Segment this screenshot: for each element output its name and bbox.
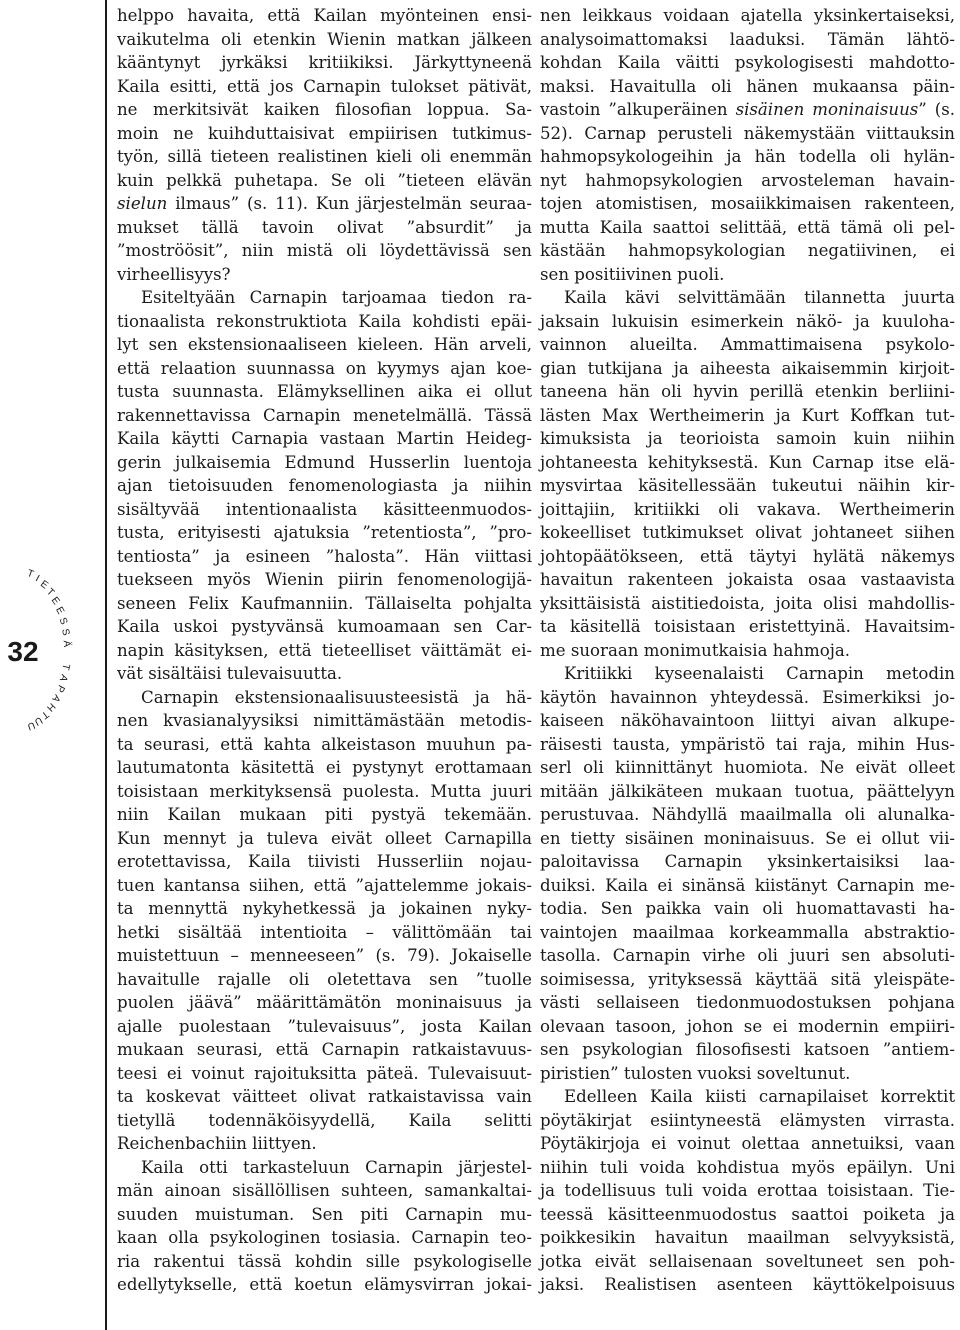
- text-line: johtaneesta kehityksestä. Kun Carnap itse elä-: [540, 452, 955, 472]
- text-line: teessä käsitteenmuodostus saattoi poiketa ja: [540, 1204, 955, 1224]
- text-line: paloitavissa Carnapin yksinkertaisiksi laa-: [540, 852, 955, 871]
- margin-rule: [105, 0, 107, 1330]
- text-line: kokeelliset tutkimukset olivat johtaneet siihen: [540, 523, 955, 542]
- text-line: toisistaan merkityksensä puolesta. Mutta juuri: [117, 781, 532, 801]
- text-line: nyt hahmopsykologien arvosteleman havain-: [540, 170, 955, 190]
- text-line: edellytykselle, että koetun elämysvirran jokai-: [117, 1275, 532, 1294]
- running-title-letter: T: [59, 662, 72, 672]
- paragraph: [117, 686, 532, 1156]
- text-line: moin ne kuihduttaisivat empiirisen tutkimus-: [117, 123, 532, 143]
- text-line: olevaan tasoon, johon se ei modernin empiiri-: [540, 1016, 955, 1036]
- text-line: piristien” tulosten vuoksi soveltunut.: [540, 1063, 851, 1083]
- running-title-letter: I: [33, 573, 43, 585]
- text-line: ajan tietoisuuden fenomenologiasta ja niihin: [117, 476, 532, 495]
- text-line: sen positiivinen puoli.: [540, 264, 725, 284]
- text-line: räisesti tausta, ympäristö tai raja, mihin Hus-: [540, 734, 955, 754]
- text-line: gerin julkaisemia Edmund Husserlin luentoja: [117, 452, 532, 472]
- text-line: vaikutelma oli etenkin Wienin matkan jälkeen: [117, 29, 532, 49]
- running-title-letter: S: [56, 616, 70, 628]
- left-column: [117, 4, 532, 1297]
- text-line: mukaan seurasi, että Carnapin ratkaistavuus-: [117, 1040, 532, 1059]
- page-margin: [0, 0, 108, 1330]
- text-line: suuden muistuman. Sen piti Carnapin mu-: [117, 1204, 532, 1224]
- page-number: 32: [7, 636, 39, 667]
- text-line: Kaila kävi selvittämään tilannetta juurta: [564, 288, 955, 307]
- text-line: jaksain lukuisin esimerkein näkö- ja kuuloha-: [540, 311, 955, 331]
- text-line: napin käsityksen, että tieteelliset väittämät ei-: [117, 640, 532, 660]
- text-line: Esiteltyään Carnapin tarjoamaa tiedon ra-: [141, 288, 532, 307]
- text-line: Kaila esitti, että jos Carnapin tulokset pätivät,: [117, 76, 532, 96]
- text-line: ”moströösit”, niin mistä oli löydettävissä sen: [117, 241, 532, 260]
- text-line: lautumatonta käsitettä ei pystynyt erottamaan: [117, 758, 532, 777]
- text-line: kaiseen näköhavaintoon liittyi aivan alkupe-: [540, 711, 955, 730]
- paragraph: [540, 4, 955, 286]
- text-line: todia. Sen paikka vain oli huomattavasti ha-: [540, 899, 955, 918]
- text-line: sen psykologian filosofisesti katsoen ”antiem-: [540, 1040, 955, 1059]
- text-line: Kaila käytti Carnapia vastaan Martin Heideg-: [117, 429, 532, 448]
- text-line: tusta suunnasta. Elämyksellinen aika ei ollut: [117, 382, 532, 401]
- paragraph: [540, 286, 955, 662]
- text-line: sisältyvää intentionaalista käsitteenmuodos-: [117, 499, 532, 519]
- text-line: virheellisyys?: [117, 264, 231, 284]
- text-line: lästen Max Wertheimerin ja Kurt Koffkan tut-: [540, 405, 955, 425]
- text-line: hetki sisältää intentioita – välittömään tai: [117, 922, 532, 942]
- text-line: hahmopsykologeihin ja hän todella oli hylän-: [540, 147, 955, 166]
- text-line: nen leikkaus voidaan ajatella yksinkertaiseksi,: [540, 6, 955, 25]
- text-line: havaitun rakenteen jokaista osaa vastaavista: [540, 570, 955, 589]
- text-line: ta käsitellä toisistaan eristettyinä. Havaitsim-: [540, 617, 955, 636]
- text-line: pöytäkirjat esiintyneestä elämysten virrasta.: [540, 1110, 955, 1130]
- text-line: tusta, erityisesti ajatuksia ”retentiosta”, ”pro-: [117, 523, 532, 542]
- text-line: rakennettavissa Carnapin menetelmällä. Tässä: [117, 405, 532, 425]
- text-line: taneena hän oli hyvin perillä etenkin berliini-: [540, 382, 955, 401]
- running-title-letter: P: [53, 682, 67, 695]
- text-line: havaitulle rajalle oli oletettava sen ”tuolle: [117, 969, 532, 989]
- text-line: ne merkitsivät kaiken filosofian loppua. Sa-: [117, 100, 532, 119]
- running-title-letter: H: [43, 700, 58, 714]
- text-line: tuen kantansa siihen, että ”ajattelemme jokais-: [117, 875, 532, 895]
- running-title-letter: T: [43, 586, 57, 600]
- paragraph: [540, 1085, 955, 1297]
- text-line: kuin pelkkä puhetapa. Se oli ”tieteen elävän: [117, 170, 532, 190]
- paragraph: [117, 286, 532, 686]
- text-line: käytön havainnon yhteydessä. Esimerkiksi jo-: [540, 687, 955, 707]
- text-line: duiksi. Kaila ei sinänsä kiistänyt Carnapin me-: [540, 875, 955, 895]
- paragraph: [540, 662, 955, 1085]
- text-line: kaan olla psykologinen tosiasia. Carnapin teo-: [117, 1228, 532, 1247]
- text-line: ajalle puolestaan ”tulevaisuus”, josta Kailan: [117, 1016, 532, 1036]
- text-line: tojen atomistisen, mosaiikkimaisen rakenteen,: [540, 194, 955, 213]
- paragraph: [117, 4, 532, 286]
- running-title-letter: T: [25, 567, 36, 581]
- text-line: tuekseen myös Wienin piirin fenomenologijä-: [117, 570, 532, 589]
- text-line: tionaalista rekonstruktiota Kaila kohdisti epäi-: [117, 311, 532, 331]
- text-line: maksi. Havaitulla oli hänen mukaansa päin-: [540, 76, 955, 96]
- right-column: [540, 4, 955, 1297]
- text-line: analysoimattomaksi laaduksi. Tämän lähtö-: [540, 29, 955, 49]
- text-line: yksittäisistä aistitiedoista, joita olisi mahdollis-: [540, 593, 955, 613]
- text-line: nen kvasianalyysiksi nimittämästään metodis-: [117, 711, 532, 730]
- text-line: kääntynyt jyrkäksi kritiikiksi. Järkyttyneenä: [117, 53, 532, 72]
- text-line: niihin tuli voida kohdistua myös epäilyn. Uni: [540, 1157, 955, 1177]
- running-title-letter: E: [48, 595, 63, 608]
- text-line: helppo havaita, että Kailan myönteinen ensi-: [117, 6, 532, 25]
- text-line: mutta Kaila saattoi selittää, että tämä oli pel-: [540, 217, 955, 237]
- text-line: sielun ilmaus” (s. 11). Kun järjestelmän seuraa-: [117, 194, 532, 213]
- text-line: jotka eivät sellaisenaan soveltuneet sen poh-: [540, 1251, 955, 1271]
- text-line: tasolla. Carnapin virhe oli juuri sen absoluti-: [540, 946, 955, 965]
- text-line: me suoraan monimutkaisia hahmoja.: [540, 640, 851, 660]
- text-line: lyt sen ekstensionaaliseen kieleen. Hän arveli,: [117, 335, 532, 354]
- text-line: joittajiin, kritiikki oli vakava. Wertheimerin: [540, 499, 955, 519]
- text-line: puolen jäävä” määrittämätön moninaisuus ja: [117, 993, 532, 1012]
- running-title-letter: U: [24, 719, 37, 733]
- text-line: soimisessa, yrityksessä käyttää sitä yleispäte-: [540, 969, 955, 989]
- text-line: jaksi. Realistisen asenteen käyttökelpoisuus: [540, 1275, 955, 1294]
- text-line: mysvirtaa käsitellessään tukeutui näihin kir-: [540, 476, 955, 495]
- text-line: tentiosta” ja esineen ”halosta”. Hän viittasi: [117, 546, 532, 566]
- text-line: muistettuun – menneeseen” (s. 79). Jokaiselle: [117, 946, 532, 965]
- text-line: västi sellaiseen tiedonmuodostuksen pohjana: [540, 993, 955, 1012]
- running-title-letter: E: [53, 605, 67, 618]
- text-line: ta mennyttä nykyhetkessä ja jokainen nyky-: [117, 899, 532, 918]
- text-line: Carnapin ekstensionaalisuusteesistä ja hä-: [141, 687, 532, 707]
- running-title-letter: Ä: [60, 640, 73, 649]
- text-line: Kaila otti tarkasteluun Carnapin järjestel-: [141, 1157, 532, 1177]
- text-line: ta seurasi, että kahta alkeistason muuhun pa-: [117, 734, 532, 754]
- text-line: gian tutkijana ja aiheesta aikaisemmin kirjoit-: [540, 358, 955, 378]
- running-title-letter: S: [59, 627, 72, 638]
- text-line: mitään jälkikäteen mukaan tuotua, päättelyyn: [540, 781, 955, 801]
- text-line: kimuksista ja teorioista samoin kuin niihin: [540, 429, 955, 448]
- text-line: perustuvaa. Nähdyllä maailmalla oli alunalka-: [540, 805, 955, 824]
- text-line: kohdan Kaila väitti psykologisesti mahdotto-: [540, 53, 955, 72]
- running-title-letter: A: [48, 692, 63, 705]
- running-title-letter: U: [31, 714, 45, 728]
- text-line: erotettavissa, Kaila tiivisti Husserliin nojau-: [117, 852, 532, 871]
- running-title-letter: E: [38, 578, 51, 592]
- text-line: Pöytäkirjoja ei voinut olettaa annetuiksi, vaan: [540, 1134, 955, 1153]
- text-line: mukset tällä tavoin olivat ”absurdit” ja: [117, 217, 532, 237]
- text-line: vainnon alueilta. Ammattimaisena psykolo-: [540, 335, 955, 354]
- text-line: tietyllä todennäköisyydellä, Kaila selitti: [117, 1110, 532, 1130]
- text-line: vastoin ”alkuperäinen sisäinen moninaisuus” (s.: [540, 100, 955, 119]
- text-line: poikkesikin havaitun maailman selvyyksistä,: [540, 1228, 955, 1247]
- text-line: män ainoan sisällöllisen suhteen, samankaltai-: [117, 1181, 532, 1200]
- text-line: en tietty sisäinen moninaisuus. Se ei ollut vii-: [540, 828, 955, 848]
- text-line: työn, sillä tieteen realistinen kieli oli enemmän: [117, 147, 532, 166]
- text-line: Edelleen Kaila kiisti carnapilaiset korrektit: [564, 1087, 955, 1106]
- text-line: Kritiikki kyseenalaisti Carnapin metodin: [564, 664, 955, 683]
- running-title-letter: A: [56, 672, 70, 684]
- text-line: ja todellisuus tuli voida erottaa toisistaan. Tie-: [540, 1181, 955, 1200]
- text-line: Kaila uskoi pystyvänsä kumoamaan sen Car-: [117, 617, 532, 636]
- text-line: vät sisältäisi tulevaisuutta.: [117, 664, 343, 683]
- text-line: ta koskevat väitteet olivat ratkaistavissa vain: [117, 1087, 532, 1106]
- text-line: että relaation suunnassa on kyymys ajan koe-: [117, 358, 532, 378]
- text-line: Reichenbachiin liittyen.: [117, 1134, 317, 1153]
- text-line: vaintojen maailmaa korkeammalla abstraktio-: [540, 922, 955, 942]
- text-line: kästään hahmopsykologian negatiivinen, ei: [540, 241, 955, 260]
- text-line: ria rakentui tässä kohdin sille psykologiselle: [117, 1251, 532, 1271]
- text-line: Kun mennyt ja tuleva eivät olleet Carnapilla: [117, 828, 532, 848]
- text-line: teesi ei voinut rajoituksitta päteä. Tulevaisuut-: [117, 1063, 532, 1083]
- running-title-letter: T: [38, 708, 51, 722]
- paragraph: [117, 1156, 532, 1297]
- text-line: 52). Carnap perusteli näkemystään viittauksin: [540, 123, 955, 143]
- text-line: johtopäätökseen, että täytyi hylätä näkemys: [540, 546, 955, 566]
- text-line: seneen Felix Kaufmanniin. Tällaiselta pohjalta: [117, 593, 532, 613]
- text-line: niin Kailan mukaan piti pystyä tekemään.: [117, 805, 532, 824]
- text-line: serl oli kiinnittänyt huomiota. Ne eivät olleet: [540, 758, 955, 777]
